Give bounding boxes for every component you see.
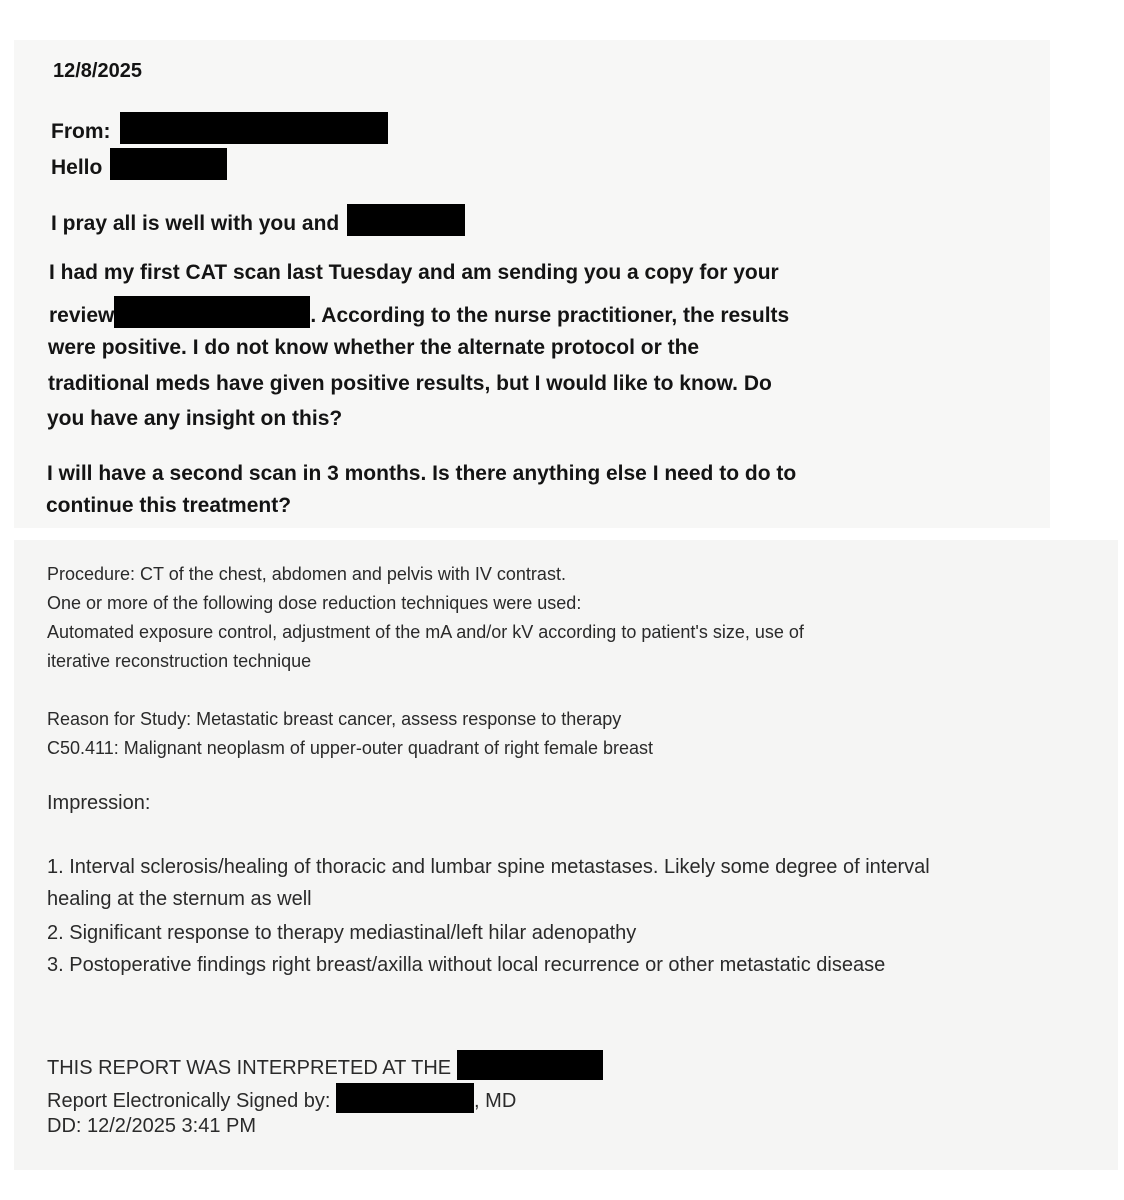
para1-line2-end: . According to the nurse practitioner, the results xyxy=(310,304,790,327)
para2-line1: I will have a second scan in 3 months. Is there anything else I need to do to xyxy=(47,462,797,485)
redacted-facility xyxy=(457,1050,603,1080)
pray-text: I pray all is well with you and xyxy=(51,212,340,235)
impression-label: Impression: xyxy=(47,792,151,814)
signed-line xyxy=(47,1083,516,1113)
para2-line2: continue this treatment? xyxy=(46,494,292,517)
signed-suffix: , MD xyxy=(474,1090,517,1112)
signed-text: Report Electronically Signed by: xyxy=(47,1090,331,1112)
techniques-line1: Automated exposure control, adjustment of the mA and/or kV according to patient's size, use of xyxy=(47,622,804,642)
para1-line1: I had my first CAT scan last Tuesday and am sending you a copy for your xyxy=(49,261,779,284)
redacted-name xyxy=(347,204,465,236)
para1-line2-start: review xyxy=(49,304,115,327)
para1-line3: were positive. I do not know whether the alternate protocol or the xyxy=(48,336,700,359)
from-line xyxy=(51,112,388,144)
interpreted-text: THIS REPORT WAS INTERPRETED AT THE xyxy=(47,1057,452,1079)
reason-for-study: Reason for Study: Metastatic breast cancer, assess response to therapy xyxy=(47,709,622,729)
para1-line5: you have any insight on this? xyxy=(47,407,343,430)
redacted-sender xyxy=(120,112,388,144)
from-label: From: xyxy=(51,120,111,143)
letter-date: 12/8/2025 xyxy=(53,60,142,82)
procedure: Procedure: CT of the chest, abdomen and pelvis with IV contrast. xyxy=(47,564,566,584)
para1-line2 xyxy=(49,296,789,328)
impression-item-2: 2. Significant response to therapy mediastinal/left hilar adenopathy xyxy=(47,922,637,944)
redacted-recipient xyxy=(110,148,227,180)
impression-item-3: 3. Postoperative findings right breast/axilla without local recurrence or other metastatic disease xyxy=(47,954,886,976)
techniques-line2: iterative reconstruction technique xyxy=(47,651,312,671)
diagnosis-code: C50.411: Malignant neoplasm of upper-outer quadrant of right female breast xyxy=(47,738,654,758)
redacted-physician xyxy=(336,1083,474,1113)
pray-line xyxy=(51,204,465,236)
dose-reduction-line: One or more of the following dose reduction techniques were used: xyxy=(47,593,582,613)
redacted-link xyxy=(114,296,310,328)
dictation-date: DD: 12/2/2025 3:41 PM xyxy=(47,1115,257,1137)
greeting-line xyxy=(51,148,227,180)
impression-item-1-cont: healing at the sternum as well xyxy=(47,888,312,910)
interpreted-line xyxy=(47,1050,603,1080)
para1-line4: traditional meds have given positive results, but I would like to know. Do xyxy=(48,372,772,395)
greeting: Hello xyxy=(51,156,103,179)
impression-item-1: 1. Interval sclerosis/healing of thoracic and lumbar spine metastases. Likely some degree of interval xyxy=(47,856,930,878)
